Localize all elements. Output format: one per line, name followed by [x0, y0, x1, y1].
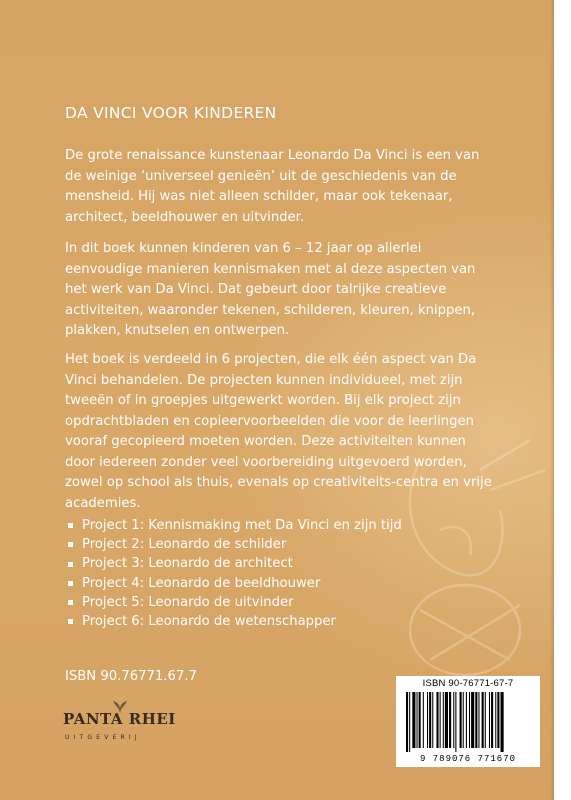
barcode-isbn-label: ISBN 90-76771-67-7 — [422, 678, 514, 689]
barcode-bar — [471, 692, 474, 748]
barcode-bar — [469, 692, 470, 748]
barcode-bar — [417, 692, 418, 748]
publisher-logo-subtext: UITGEVERIJ — [65, 734, 141, 741]
project-label: Project 1: Kennismaking met Da Vinci en zijn tijd — [82, 518, 402, 533]
barcode-bar — [445, 692, 448, 748]
barcode-bar — [440, 692, 441, 748]
barcode-bar — [482, 692, 484, 748]
description-paragraph-3: Het boek is verdeeld in 6 projecten, die elk één aspect van Da Vinci behandelen. De projecten kunnen individueel, met zijn tweeën of in groepjes uitgewerkt worden. Bij elk project zijn opdrachtbladen en copieervoorbeelden die voor de leerlingen vooraf gecopieerd moeten worden. Deze activiteiten kunnen door iedereen zonder veel voorbereiding uitgevoerd worden, zowel op school als thuis, evenals op creativiteits-centra en vrije academies. — [65, 352, 492, 511]
bullet-icon — [68, 581, 73, 586]
bullet-icon — [68, 562, 73, 567]
list-item — [68, 516, 402, 535]
barcode-bar — [455, 692, 456, 752]
barcode-bar — [495, 692, 496, 748]
project-label: Project 6: Leonardo de wetenschapper — [82, 614, 336, 630]
list-item — [68, 554, 402, 573]
isbn-text: ISBN 90.76771.67.7 — [65, 669, 197, 684]
barcode-bar — [466, 692, 467, 748]
project-label: Project 3: Leonardo de architect — [82, 556, 293, 572]
barcode-bar — [443, 692, 444, 748]
description-paragraph-1: De grote renaissance kunstenaar Leonardo Da Vinci is een van de weinige ‘universeel genieën’ uit de geschiedenis van de mensheid. Hij was niet alleen schilder, maar ook tekenaar, architect, beeldhouwer en uitvinder. — [65, 148, 480, 225]
barcode-bar — [423, 692, 424, 748]
barcode-bar — [406, 692, 408, 752]
publisher-logo — [63, 700, 176, 752]
barcode-bar — [449, 692, 451, 748]
project-label: Project 2: Leonardo de schilder — [82, 537, 287, 553]
barcode — [396, 676, 540, 767]
barcode-bar — [429, 692, 431, 748]
list-item — [68, 574, 402, 593]
description-paragraph-2: In dit boek kunnen kinderen van 6 – 12 jaar op allerlei eenvoudige manieren kennismaken met al deze aspecten van het werk van Da Vinci. Dat gebeurt door talrijke creatieve activiteiten, waaronder tekenen, schilderen, kleuren, knippen, plakken, knutselen en ontwerpen. — [65, 241, 476, 338]
barcode-bar — [489, 692, 490, 748]
barcode-bar — [432, 692, 433, 748]
barcode-bar — [436, 692, 438, 748]
barcode-digits: 9 789076 771670 — [419, 754, 516, 764]
list-item — [68, 535, 402, 554]
barcode-bars — [404, 692, 532, 752]
list-item — [68, 612, 402, 631]
barcode-bar — [491, 692, 493, 748]
barcode-bar — [497, 692, 499, 748]
barcode-bar — [475, 692, 477, 748]
bullet-icon — [68, 619, 73, 624]
project-list — [68, 516, 402, 631]
project-label: Project 4: Leonardo de beeldhouwer — [82, 575, 321, 591]
bullet-icon — [68, 600, 73, 605]
bullet-icon — [68, 542, 73, 547]
list-item — [68, 593, 402, 612]
bullet-icon — [68, 523, 73, 528]
barcode-bar — [463, 692, 464, 748]
book-title: DA VINCI VOOR KINDEREN — [65, 104, 277, 122]
barcode-bar — [485, 692, 486, 748]
publisher-logo-text: PANTA RHEI — [63, 710, 176, 728]
barcode-bar — [453, 692, 454, 748]
cover-edge-shadow — [550, 0, 554, 800]
barcode-bar — [409, 692, 410, 752]
barcode-bar — [427, 692, 428, 748]
barcode-bar — [478, 692, 479, 748]
barcode-bar — [501, 692, 504, 752]
barcode-bar — [412, 692, 415, 748]
barcode-bar — [460, 692, 462, 748]
barcode-bar — [419, 692, 421, 748]
project-label: Project 5: Leonardo de uitvinder — [82, 594, 294, 610]
